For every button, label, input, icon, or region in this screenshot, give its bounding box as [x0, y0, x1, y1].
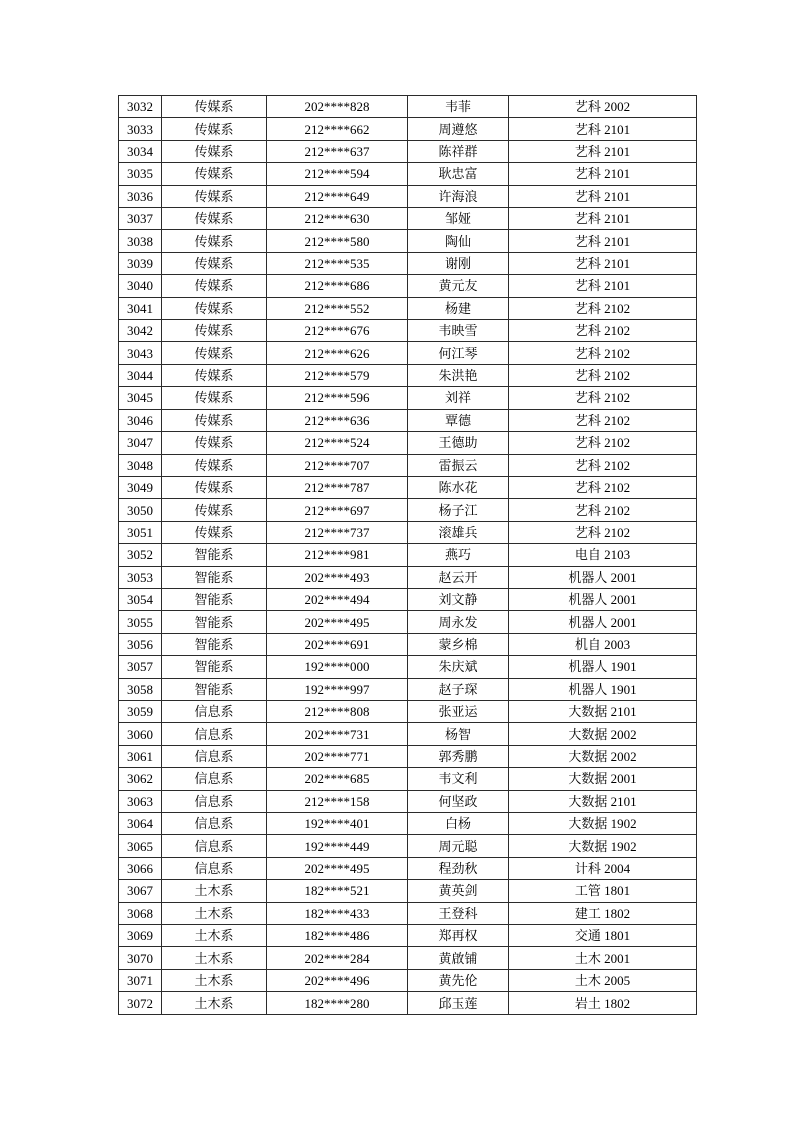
class-cell: 艺科 2102	[509, 342, 697, 364]
student-id-cell: 212****707	[267, 454, 408, 476]
student-id-cell: 202****284	[267, 947, 408, 969]
table-row	[119, 611, 697, 633]
table-row	[119, 118, 697, 140]
row-number-cell: 3065	[119, 835, 162, 857]
class-cell: 艺科 2102	[509, 476, 697, 498]
class-cell: 艺科 2101	[509, 252, 697, 274]
department-cell: 智能系	[162, 588, 267, 610]
student-id-cell: 192****000	[267, 656, 408, 678]
department-cell: 信息系	[162, 768, 267, 790]
row-number-cell: 3061	[119, 745, 162, 767]
department-cell: 信息系	[162, 857, 267, 879]
department-cell: 传媒系	[162, 118, 267, 140]
department-cell: 传媒系	[162, 185, 267, 207]
department-cell: 传媒系	[162, 96, 267, 118]
class-cell: 大数据 2001	[509, 768, 697, 790]
department-cell: 智能系	[162, 656, 267, 678]
student-id-cell: 212****649	[267, 185, 408, 207]
table-row	[119, 342, 697, 364]
row-number-cell: 3068	[119, 902, 162, 924]
name-cell: 邹娅	[408, 208, 509, 230]
student-id-cell: 192****997	[267, 678, 408, 700]
department-cell: 土木系	[162, 902, 267, 924]
row-number-cell: 3038	[119, 230, 162, 252]
class-cell: 艺科 2101	[509, 275, 697, 297]
table-row	[119, 790, 697, 812]
name-cell: 黄英剑	[408, 880, 509, 902]
name-cell: 燕巧	[408, 544, 509, 566]
table-row	[119, 185, 697, 207]
table-row	[119, 140, 697, 162]
row-number-cell: 3071	[119, 969, 162, 991]
name-cell: 王德助	[408, 432, 509, 454]
department-cell: 土木系	[162, 880, 267, 902]
name-cell: 黄先伦	[408, 969, 509, 991]
row-number-cell: 3035	[119, 163, 162, 185]
class-cell: 大数据 2101	[509, 790, 697, 812]
department-cell: 信息系	[162, 723, 267, 745]
class-cell: 土木 2005	[509, 969, 697, 991]
table-row	[119, 230, 697, 252]
department-cell: 土木系	[162, 992, 267, 1015]
table-row	[119, 409, 697, 431]
name-cell: 邱玉莲	[408, 992, 509, 1015]
class-cell: 大数据 1902	[509, 813, 697, 835]
student-id-cell: 212****737	[267, 521, 408, 543]
row-number-cell: 3058	[119, 678, 162, 700]
department-cell: 传媒系	[162, 342, 267, 364]
student-id-cell: 212****579	[267, 364, 408, 386]
name-cell: 陈祥群	[408, 140, 509, 162]
table-row	[119, 633, 697, 655]
class-cell: 大数据 1902	[509, 835, 697, 857]
department-cell: 传媒系	[162, 476, 267, 498]
class-cell: 艺科 2101	[509, 230, 697, 252]
class-cell: 艺科 2101	[509, 208, 697, 230]
row-number-cell: 3066	[119, 857, 162, 879]
class-cell: 机自 2003	[509, 633, 697, 655]
student-id-cell: 182****521	[267, 880, 408, 902]
department-cell: 传媒系	[162, 297, 267, 319]
student-id-cell: 192****449	[267, 835, 408, 857]
name-cell: 赵子琛	[408, 678, 509, 700]
student-id-cell: 212****524	[267, 432, 408, 454]
department-cell: 土木系	[162, 947, 267, 969]
class-cell: 艺科 2101	[509, 140, 697, 162]
student-id-cell: 202****495	[267, 857, 408, 879]
department-cell: 传媒系	[162, 409, 267, 431]
department-cell: 土木系	[162, 925, 267, 947]
student-id-cell: 212****580	[267, 230, 408, 252]
table-row	[119, 454, 697, 476]
row-number-cell: 3040	[119, 275, 162, 297]
student-id-cell: 212****158	[267, 790, 408, 812]
student-roster-table	[118, 95, 697, 1015]
department-cell: 传媒系	[162, 230, 267, 252]
row-number-cell: 3056	[119, 633, 162, 655]
name-cell: 陈水花	[408, 476, 509, 498]
name-cell: 赵云开	[408, 566, 509, 588]
student-id-cell: 212****662	[267, 118, 408, 140]
row-number-cell: 3045	[119, 387, 162, 409]
student-id-cell: 212****535	[267, 252, 408, 274]
student-id-cell: 182****280	[267, 992, 408, 1015]
department-cell: 信息系	[162, 835, 267, 857]
table-row	[119, 163, 697, 185]
table-row	[119, 880, 697, 902]
class-cell: 艺科 2101	[509, 185, 697, 207]
table-row	[119, 992, 697, 1015]
department-cell: 传媒系	[162, 521, 267, 543]
row-number-cell: 3053	[119, 566, 162, 588]
name-cell: 韦文利	[408, 768, 509, 790]
student-id-cell: 212****686	[267, 275, 408, 297]
student-id-cell: 202****495	[267, 611, 408, 633]
table-row	[119, 432, 697, 454]
class-cell: 艺科 2102	[509, 454, 697, 476]
name-cell: 谢刚	[408, 252, 509, 274]
table-row	[119, 723, 697, 745]
table-row	[119, 857, 697, 879]
student-id-cell: 202****494	[267, 588, 408, 610]
row-number-cell: 3064	[119, 813, 162, 835]
row-number-cell: 3051	[119, 521, 162, 543]
class-cell: 艺科 2101	[509, 118, 697, 140]
student-id-cell: 212****596	[267, 387, 408, 409]
table-row	[119, 208, 697, 230]
table-row	[119, 925, 697, 947]
department-cell: 信息系	[162, 745, 267, 767]
department-cell: 传媒系	[162, 387, 267, 409]
student-id-cell: 212****981	[267, 544, 408, 566]
row-number-cell: 3032	[119, 96, 162, 118]
name-cell: 许海浪	[408, 185, 509, 207]
class-cell: 艺科 2102	[509, 364, 697, 386]
department-cell: 信息系	[162, 813, 267, 835]
row-number-cell: 3069	[119, 925, 162, 947]
row-number-cell: 3034	[119, 140, 162, 162]
student-id-cell: 182****486	[267, 925, 408, 947]
student-id-cell: 202****691	[267, 633, 408, 655]
row-number-cell: 3048	[119, 454, 162, 476]
name-cell: 韦菲	[408, 96, 509, 118]
department-cell: 土木系	[162, 969, 267, 991]
student-id-cell: 212****552	[267, 297, 408, 319]
row-number-cell: 3036	[119, 185, 162, 207]
row-number-cell: 3050	[119, 499, 162, 521]
name-cell: 白杨	[408, 813, 509, 835]
row-number-cell: 3055	[119, 611, 162, 633]
name-cell: 周永发	[408, 611, 509, 633]
class-cell: 土木 2001	[509, 947, 697, 969]
table-row	[119, 588, 697, 610]
table-row	[119, 544, 697, 566]
class-cell: 艺科 2002	[509, 96, 697, 118]
student-id-cell: 212****626	[267, 342, 408, 364]
name-cell: 郑再权	[408, 925, 509, 947]
student-id-cell: 192****401	[267, 813, 408, 835]
row-number-cell: 3044	[119, 364, 162, 386]
class-cell: 交通 1801	[509, 925, 697, 947]
row-number-cell: 3059	[119, 700, 162, 722]
name-cell: 何坚政	[408, 790, 509, 812]
table-row	[119, 902, 697, 924]
name-cell: 黄啟铺	[408, 947, 509, 969]
department-cell: 传媒系	[162, 208, 267, 230]
department-cell: 智能系	[162, 566, 267, 588]
student-id-cell: 202****771	[267, 745, 408, 767]
table-row	[119, 364, 697, 386]
department-cell: 传媒系	[162, 499, 267, 521]
name-cell: 韦映雪	[408, 320, 509, 342]
student-id-cell: 182****433	[267, 902, 408, 924]
table-row	[119, 700, 697, 722]
table-row	[119, 96, 697, 118]
name-cell: 朱庆斌	[408, 656, 509, 678]
class-cell: 艺科 2101	[509, 163, 697, 185]
student-id-cell: 212****637	[267, 140, 408, 162]
department-cell: 智能系	[162, 678, 267, 700]
row-number-cell: 3042	[119, 320, 162, 342]
class-cell: 机器人 1901	[509, 656, 697, 678]
department-cell: 传媒系	[162, 275, 267, 297]
row-number-cell: 3041	[119, 297, 162, 319]
table-row	[119, 947, 697, 969]
row-number-cell: 3033	[119, 118, 162, 140]
table-row	[119, 252, 697, 274]
department-cell: 信息系	[162, 790, 267, 812]
name-cell: 覃德	[408, 409, 509, 431]
name-cell: 王登科	[408, 902, 509, 924]
table-row	[119, 813, 697, 835]
row-number-cell: 3043	[119, 342, 162, 364]
row-number-cell: 3057	[119, 656, 162, 678]
name-cell: 杨智	[408, 723, 509, 745]
row-number-cell: 3047	[119, 432, 162, 454]
name-cell: 刘祥	[408, 387, 509, 409]
row-number-cell: 3049	[119, 476, 162, 498]
table-row	[119, 499, 697, 521]
class-cell: 计科 2004	[509, 857, 697, 879]
class-cell: 工管 1801	[509, 880, 697, 902]
class-cell: 机器人 2001	[509, 566, 697, 588]
name-cell: 陶仙	[408, 230, 509, 252]
student-id-cell: 212****636	[267, 409, 408, 431]
row-number-cell: 3060	[119, 723, 162, 745]
name-cell: 朱洪艳	[408, 364, 509, 386]
name-cell: 滚雄兵	[408, 521, 509, 543]
table-row	[119, 768, 697, 790]
class-cell: 艺科 2102	[509, 499, 697, 521]
name-cell: 刘文静	[408, 588, 509, 610]
class-cell: 艺科 2102	[509, 320, 697, 342]
department-cell: 智能系	[162, 544, 267, 566]
name-cell: 周元聪	[408, 835, 509, 857]
table-row	[119, 678, 697, 700]
student-id-cell: 202****493	[267, 566, 408, 588]
table-row	[119, 297, 697, 319]
class-cell: 大数据 2002	[509, 723, 697, 745]
class-cell: 大数据 2101	[509, 700, 697, 722]
row-number-cell: 3062	[119, 768, 162, 790]
student-id-cell: 212****787	[267, 476, 408, 498]
department-cell: 传媒系	[162, 252, 267, 274]
student-id-cell: 202****828	[267, 96, 408, 118]
class-cell: 电自 2103	[509, 544, 697, 566]
name-cell: 杨子江	[408, 499, 509, 521]
class-cell: 建工 1802	[509, 902, 697, 924]
student-id-cell: 212****594	[267, 163, 408, 185]
student-id-cell: 212****697	[267, 499, 408, 521]
department-cell: 智能系	[162, 633, 267, 655]
student-id-cell: 202****685	[267, 768, 408, 790]
department-cell: 传媒系	[162, 432, 267, 454]
row-number-cell: 3046	[119, 409, 162, 431]
department-cell: 智能系	[162, 611, 267, 633]
name-cell: 杨建	[408, 297, 509, 319]
table-row	[119, 387, 697, 409]
student-id-cell: 212****676	[267, 320, 408, 342]
name-cell: 雷振云	[408, 454, 509, 476]
row-number-cell: 3039	[119, 252, 162, 274]
student-id-cell: 202****731	[267, 723, 408, 745]
class-cell: 艺科 2102	[509, 387, 697, 409]
class-cell: 机器人 1901	[509, 678, 697, 700]
class-cell: 艺科 2102	[509, 297, 697, 319]
class-cell: 大数据 2002	[509, 745, 697, 767]
row-number-cell: 3070	[119, 947, 162, 969]
department-cell: 传媒系	[162, 163, 267, 185]
table-row	[119, 745, 697, 767]
class-cell: 艺科 2102	[509, 521, 697, 543]
row-number-cell: 3067	[119, 880, 162, 902]
student-id-cell: 212****808	[267, 700, 408, 722]
name-cell: 耿忠富	[408, 163, 509, 185]
class-cell: 艺科 2102	[509, 409, 697, 431]
table-row	[119, 969, 697, 991]
table-row	[119, 476, 697, 498]
table-body	[119, 96, 697, 1015]
department-cell: 传媒系	[162, 320, 267, 342]
class-cell: 艺科 2102	[509, 432, 697, 454]
table-row	[119, 275, 697, 297]
class-cell: 岩土 1802	[509, 992, 697, 1015]
student-id-cell: 202****496	[267, 969, 408, 991]
row-number-cell: 3037	[119, 208, 162, 230]
name-cell: 郭秀鹏	[408, 745, 509, 767]
row-number-cell: 3072	[119, 992, 162, 1015]
class-cell: 机器人 2001	[509, 588, 697, 610]
department-cell: 传媒系	[162, 454, 267, 476]
name-cell: 张亚运	[408, 700, 509, 722]
department-cell: 信息系	[162, 700, 267, 722]
class-cell: 机器人 2001	[509, 611, 697, 633]
name-cell: 周遵悠	[408, 118, 509, 140]
table-row	[119, 835, 697, 857]
table-row	[119, 566, 697, 588]
name-cell: 蒙乡棉	[408, 633, 509, 655]
row-number-cell: 3052	[119, 544, 162, 566]
table-row	[119, 320, 697, 342]
table-row	[119, 521, 697, 543]
department-cell: 传媒系	[162, 364, 267, 386]
name-cell: 黄元友	[408, 275, 509, 297]
name-cell: 何江琴	[408, 342, 509, 364]
row-number-cell: 3063	[119, 790, 162, 812]
department-cell: 传媒系	[162, 140, 267, 162]
table-row	[119, 656, 697, 678]
student-id-cell: 212****630	[267, 208, 408, 230]
name-cell: 程劲秋	[408, 857, 509, 879]
row-number-cell: 3054	[119, 588, 162, 610]
